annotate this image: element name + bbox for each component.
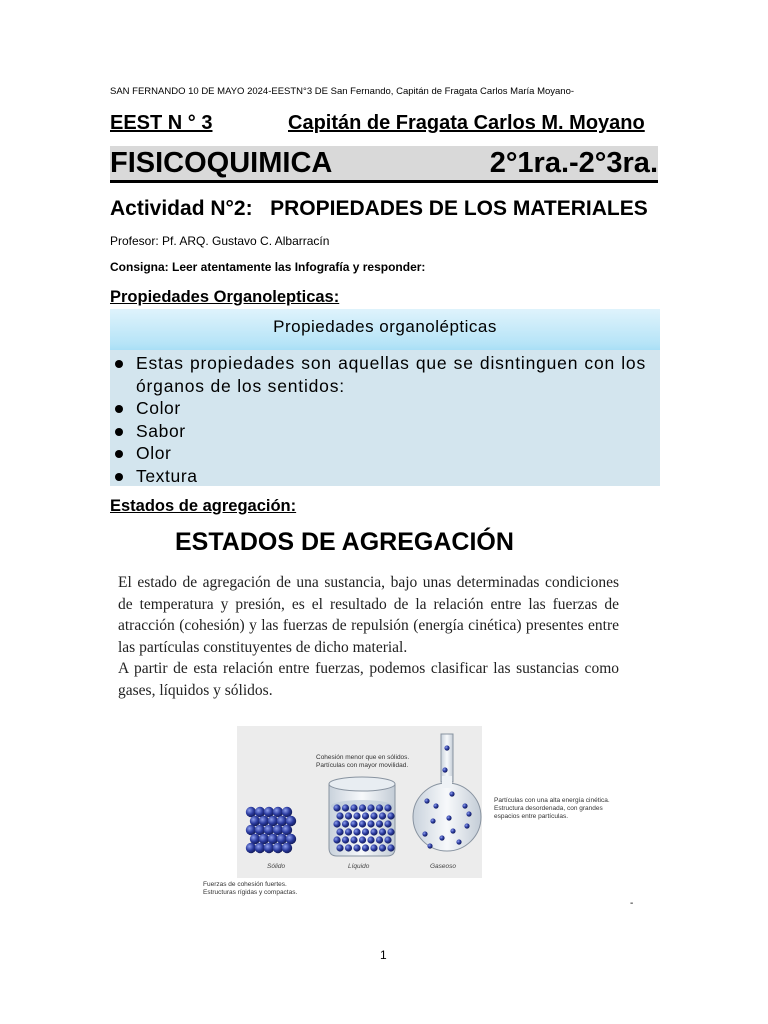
particle [277, 834, 287, 844]
particle [345, 812, 352, 819]
organolepticas-box-title: Propiedades organolépticas [110, 309, 660, 350]
particle [450, 828, 455, 833]
particle [286, 816, 296, 826]
teacher-line: Profesor: Pf. ARQ. Gustavo C. Albarracín [110, 234, 330, 248]
particle [379, 812, 386, 819]
particle [422, 831, 427, 836]
particle [246, 807, 256, 817]
particle [259, 834, 269, 844]
bullet-icon [115, 405, 123, 413]
list-item: Textura [110, 465, 660, 488]
particle [424, 798, 429, 803]
particle [466, 811, 471, 816]
particle [430, 818, 435, 823]
particle [353, 812, 360, 819]
particle [342, 836, 349, 843]
header-date-line: SAN FERNANDO 10 DE MAYO 2024-EESTN°3 DE San Fernando, Capitán de Fragata Carlos María Moyano- [110, 86, 575, 97]
particle [342, 820, 349, 827]
caption-liquid: Cohesión menor que en sólidos. Partículas con mayor movilidad. [316, 754, 410, 769]
particle [384, 804, 391, 811]
particle [387, 828, 394, 835]
caption-solid: Fuerzas de cohesión fuertes. Estructuras rígidas y compactas. [203, 881, 298, 896]
list-item: Olor [110, 442, 660, 465]
particle [362, 812, 369, 819]
particle [367, 804, 374, 811]
bullet-icon [115, 360, 123, 368]
particle [264, 843, 274, 853]
particle [246, 843, 256, 853]
caption-gas: Partículas con una alta energía cinética. Estructura desordenada, con grandes espacios entre partículas. [494, 797, 610, 820]
particle [444, 745, 449, 750]
particle [449, 791, 454, 796]
particle [359, 836, 366, 843]
particle [379, 828, 386, 835]
estados-text [118, 572, 619, 701]
particle [286, 834, 296, 844]
particle [350, 804, 357, 811]
particle [353, 844, 360, 851]
estados-paragraph-2: A partir de esta relación entre fuerzas, podemos clasificar las sustancias como gases, líquidos y sólidos. [118, 660, 619, 699]
estados-section-title: Estados de agregación: [110, 497, 297, 515]
particle [353, 828, 360, 835]
particle [268, 816, 278, 826]
courses: 2°1ra.-2°3ra. [489, 147, 658, 179]
particle [342, 804, 349, 811]
bullet-icon [115, 428, 123, 436]
particle [336, 828, 343, 835]
particle [376, 804, 383, 811]
subject-bar [110, 146, 658, 183]
particle [462, 803, 467, 808]
particle [387, 812, 394, 819]
particle [439, 835, 444, 840]
particle [387, 844, 394, 851]
particle [359, 804, 366, 811]
particle [259, 816, 269, 826]
particle [376, 836, 383, 843]
list-item: Estas propiedades son aquellas que se disntinguen con los órganos de los sentidos: [110, 352, 660, 397]
particle [277, 816, 287, 826]
particle [250, 816, 260, 826]
label-solid: Sólido [267, 863, 286, 870]
estados-heading: ESTADOS DE AGREGACIÓN [175, 528, 514, 556]
particle [367, 836, 374, 843]
liquid-beaker [329, 777, 395, 856]
particle [433, 803, 438, 808]
particle [282, 807, 292, 817]
particle [345, 828, 352, 835]
trailing-dash: - [630, 898, 634, 909]
particle [370, 844, 377, 851]
particle [333, 804, 340, 811]
subject-title: FISICOQUIMICA [110, 147, 333, 179]
organolepticas-section-title: Propiedades Organolepticas: [110, 288, 340, 306]
particle [268, 834, 278, 844]
particle [367, 820, 374, 827]
school-name: Capitán de Fragata Carlos M. Moyano [288, 112, 645, 134]
particle [264, 825, 274, 835]
particle [359, 820, 366, 827]
particle [336, 844, 343, 851]
bullet-icon [115, 450, 123, 458]
states-illustration [237, 726, 482, 878]
label-gas: Gaseoso [430, 863, 457, 870]
particle [427, 843, 432, 848]
particle [384, 820, 391, 827]
particle [255, 807, 265, 817]
states-of-matter-figure [237, 726, 482, 878]
particle [264, 807, 274, 817]
organolepticas-infographic [110, 309, 660, 486]
particle [345, 844, 352, 851]
particle [250, 834, 260, 844]
particle [246, 825, 256, 835]
particle [333, 820, 340, 827]
particle [350, 820, 357, 827]
particle [446, 815, 451, 820]
bullet-icon [115, 473, 123, 481]
particle [273, 843, 283, 853]
activity-heading [110, 197, 648, 221]
particle [370, 812, 377, 819]
particle [384, 836, 391, 843]
particle [442, 767, 447, 772]
particle [456, 839, 461, 844]
particle [255, 825, 265, 835]
particle [333, 836, 340, 843]
particle [376, 820, 383, 827]
estados-paragraph-1: El estado de agregación de una sustancia, bajo unas determinadas condiciones de temperatura y presión, es el resultado de la relación entre las fuerzas de atracción (cohesión) y las fuerzas de repulsión (energía cinética) presentes entre las partículas constituyentes de dicho material. [118, 574, 619, 656]
instruction-line: Consigna: Leer atentamente las Infografía y responder: [110, 260, 426, 274]
particle [362, 828, 369, 835]
gas-flask [413, 734, 481, 851]
particle [255, 843, 265, 853]
particle [336, 812, 343, 819]
particle [362, 844, 369, 851]
organolepticas-list [110, 352, 660, 487]
particle [273, 807, 283, 817]
particle [464, 823, 469, 828]
activity-title: PROPIEDADES DE LOS MATERIALES [270, 197, 648, 220]
list-item: Color [110, 397, 660, 420]
label-liquid: Líquido [348, 863, 370, 870]
solid-particles [246, 807, 296, 853]
particle [350, 836, 357, 843]
page-number: 1 [380, 948, 387, 962]
particle [370, 828, 377, 835]
particle [273, 825, 283, 835]
particle [282, 825, 292, 835]
activity-number: Actividad N°2: [110, 197, 253, 220]
list-item: Sabor [110, 420, 660, 443]
school-code: EEST N ° 3 [110, 112, 213, 134]
particle [379, 844, 386, 851]
particle [282, 843, 292, 853]
